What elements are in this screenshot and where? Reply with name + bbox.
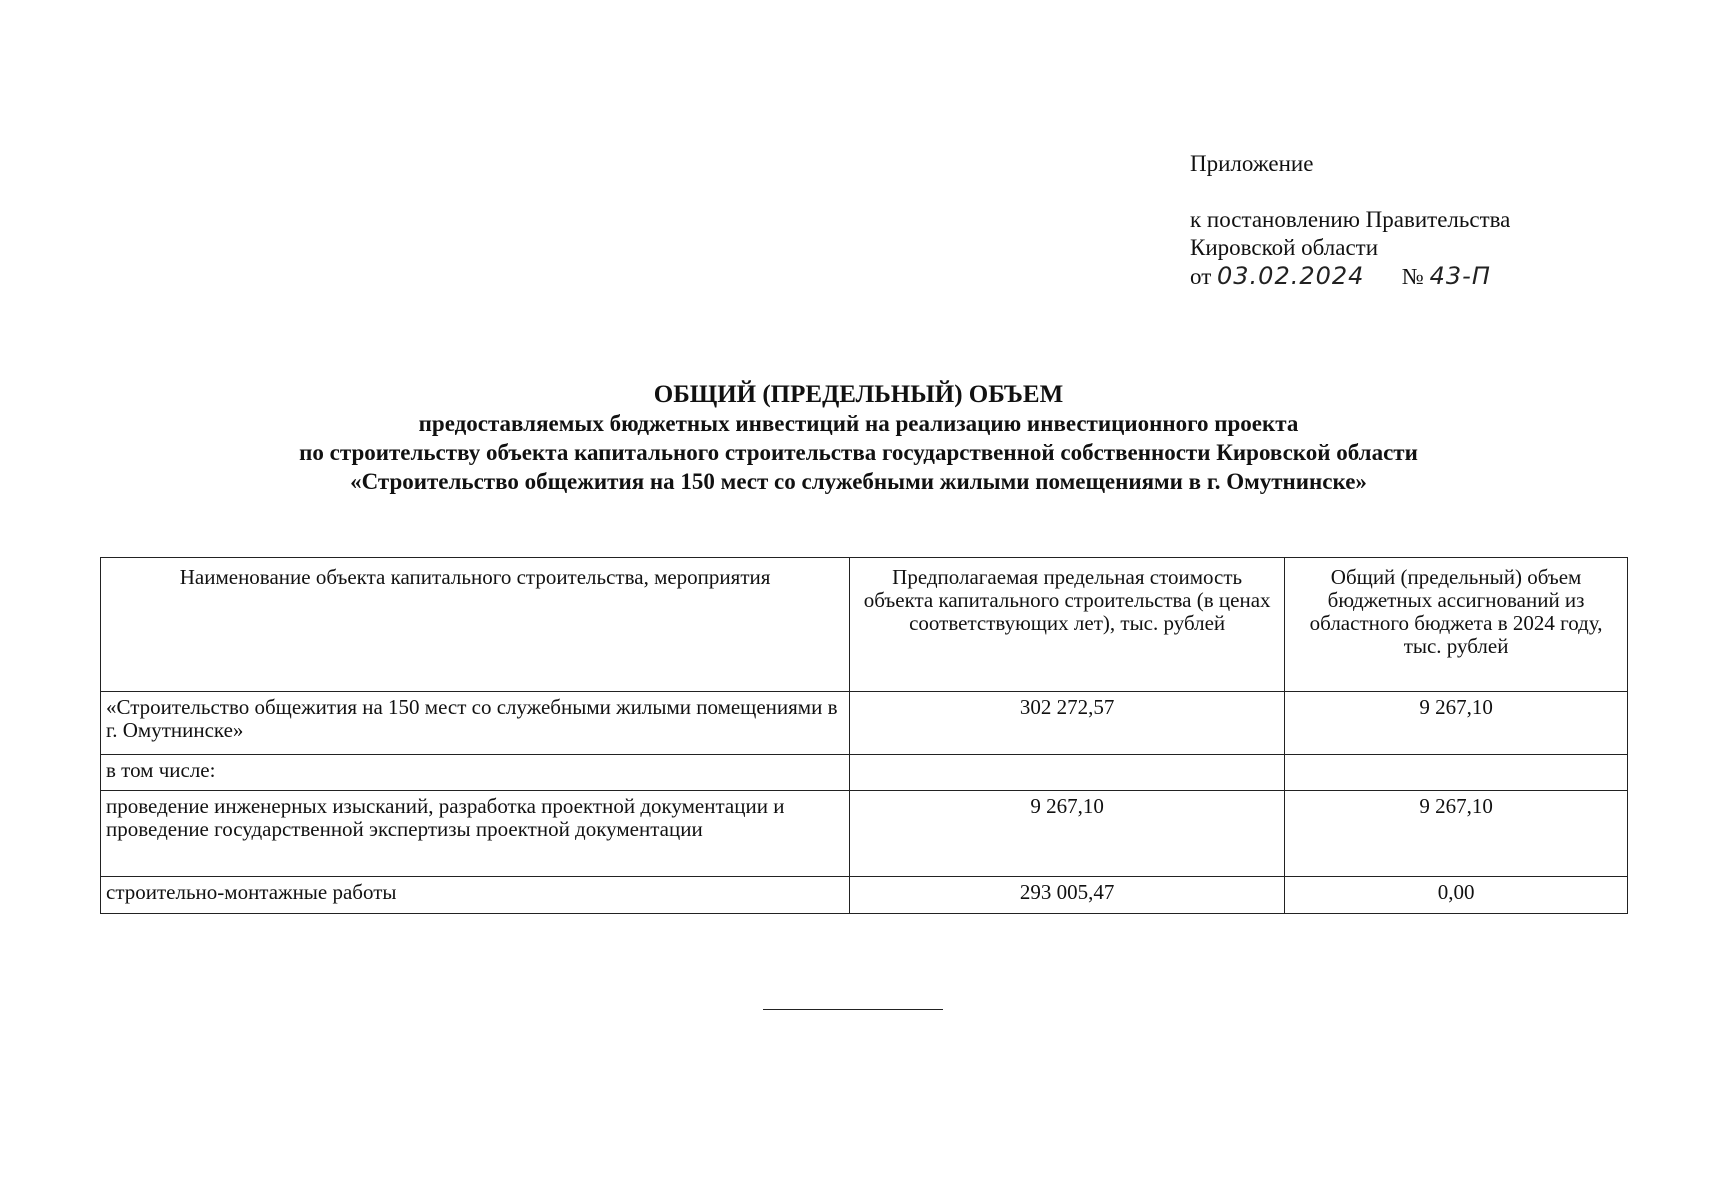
document-subtitle-line-3: по строительству объекта капитального строительства государственной собственности Кировской области xyxy=(299,440,1418,465)
date-prefix: от xyxy=(1190,264,1212,289)
appendix-line-2: Кировской области xyxy=(1190,235,1379,260)
appendix-date-line xyxy=(1190,262,1510,291)
row-estimated-cost: 293 005,47 xyxy=(850,877,1285,914)
handwritten-date: 03.02.2024 xyxy=(1217,262,1365,290)
table-header-row xyxy=(101,558,1628,692)
document-title: ОБЩИЙ (ПРЕДЕЛЬНЫЙ) ОБЪЕМ xyxy=(653,381,1064,408)
handwritten-number: 43-П xyxy=(1429,262,1491,290)
table-row xyxy=(101,791,1628,877)
row-budget-allocation xyxy=(1285,755,1628,791)
row-estimated-cost: 9 267,10 xyxy=(850,791,1285,877)
row-estimated-cost: 302 272,57 xyxy=(850,692,1285,755)
table-row xyxy=(101,877,1628,914)
table-row xyxy=(101,692,1628,755)
budget-table xyxy=(100,557,1628,914)
row-budget-allocation: 9 267,10 xyxy=(1285,791,1628,877)
row-object-name: «Строительство общежития на 150 мест со служебными жилыми помещениями в г. Омутнинске» xyxy=(101,692,850,755)
row-object-name: строительно-монтажные работы xyxy=(101,877,850,914)
header-object-name: Наименование объекта капитального строительства, мероприятия xyxy=(101,558,850,692)
row-estimated-cost xyxy=(850,755,1285,791)
document-title-block xyxy=(0,380,1717,496)
document-subtitle-line-4: «Строительство общежития на 150 мест со служебными жилыми помещениями в г. Омутнинске» xyxy=(350,469,1367,494)
closing-divider-line xyxy=(763,1009,943,1010)
row-budget-allocation: 0,00 xyxy=(1285,877,1628,914)
row-object-name: в том числе: xyxy=(101,755,850,791)
appendix-label: Приложение xyxy=(1190,151,1314,176)
row-budget-allocation: 9 267,10 xyxy=(1285,692,1628,755)
header-estimated-cost: Предполагаемая предельная стоимость объекта капитального строительства (в ценах соответствующих лет), тыс. рублей xyxy=(850,558,1285,692)
table-row xyxy=(101,755,1628,791)
appendix-line-1: к постановлению Правительства xyxy=(1190,207,1511,232)
document-subtitle-line-2: предоставляемых бюджетных инвестиций на реализацию инвестиционного проекта xyxy=(418,411,1299,436)
appendix-block xyxy=(1190,150,1510,291)
header-budget-allocation: Общий (предельный) объем бюджетных ассигнований из областного бюджета в 2024 году, тыс. рублей xyxy=(1285,558,1628,692)
number-prefix: № xyxy=(1401,264,1424,289)
row-object-name: проведение инженерных изысканий, разработка проектной документации и проведение государственной экспертизы проектной документации xyxy=(101,791,850,877)
